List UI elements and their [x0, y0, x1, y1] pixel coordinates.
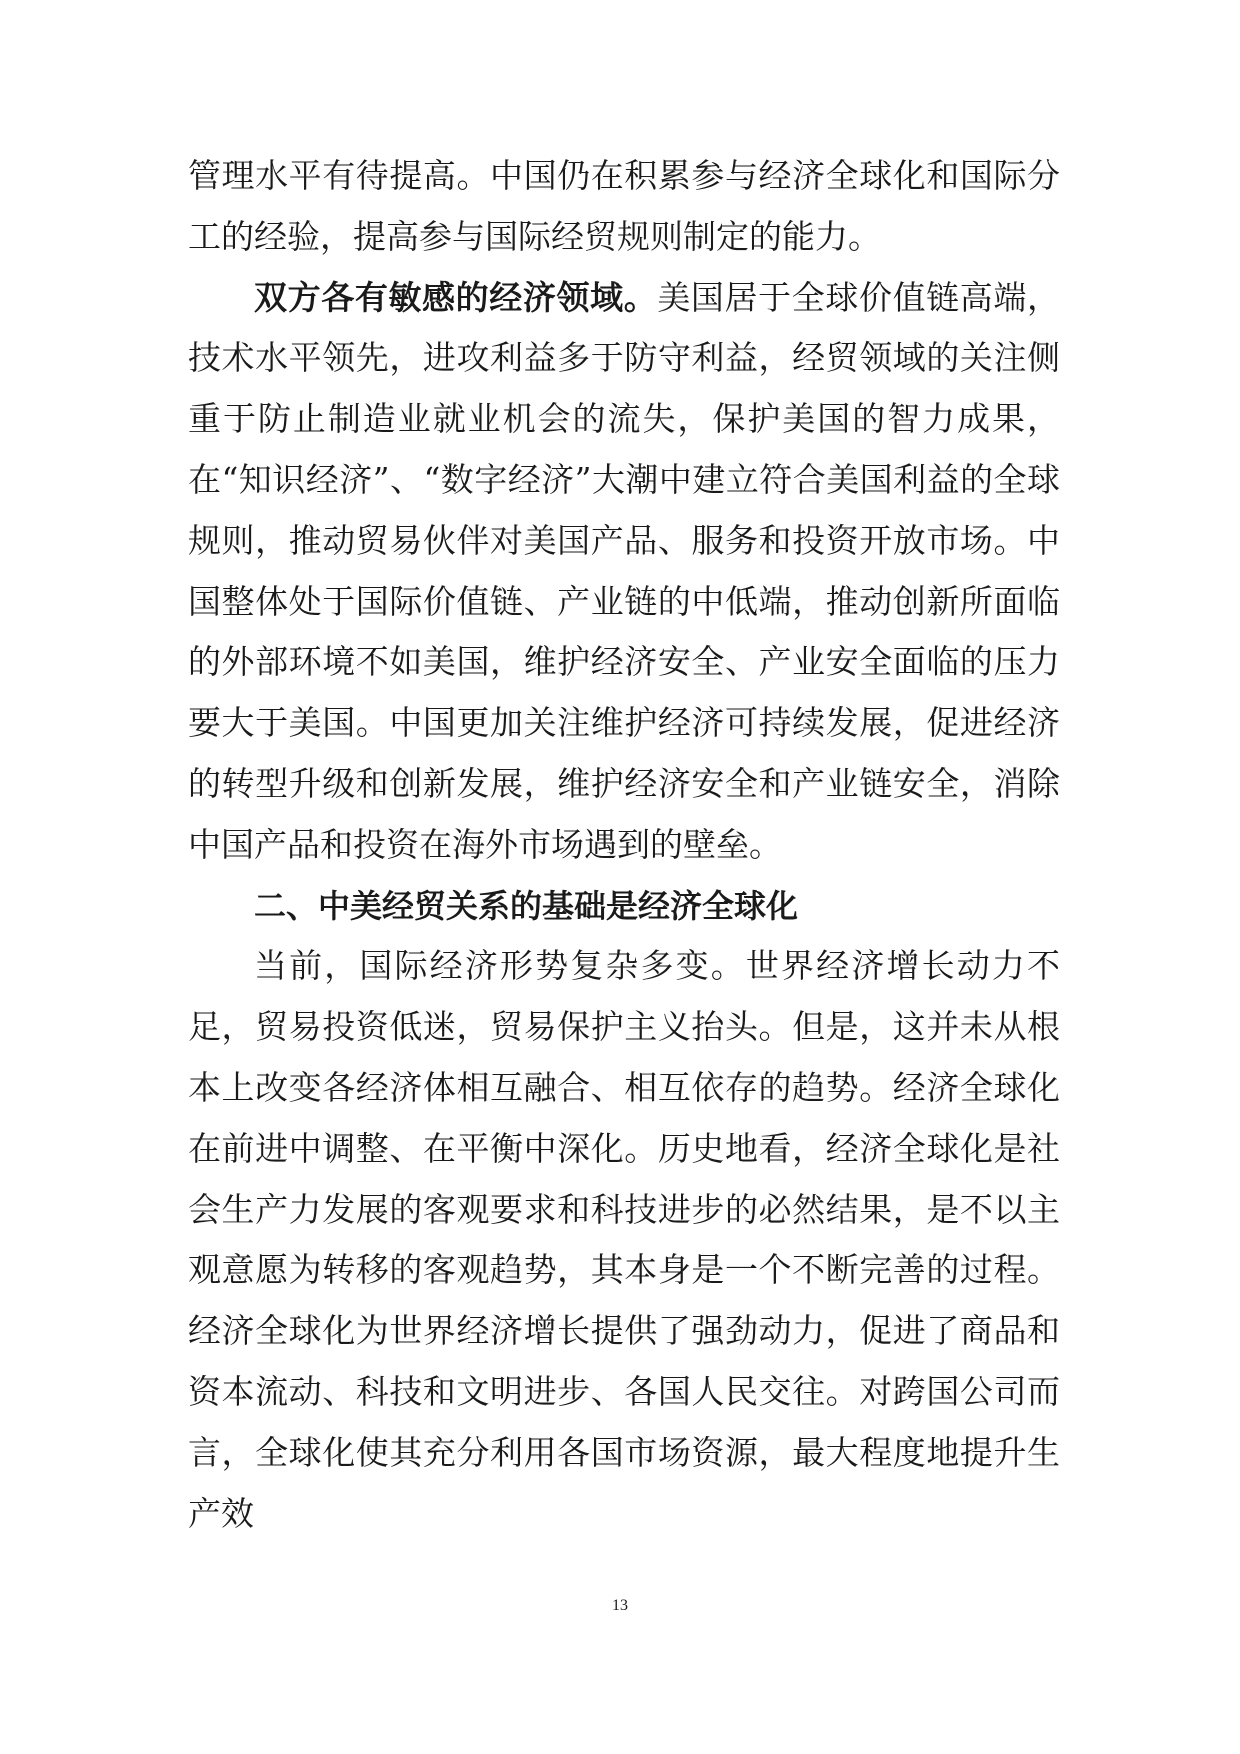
paragraph-body: 美国居于全球价值链高端，技术水平领先，进攻利益多于防守利益，经贸领域的关注侧重于防止制造业就业机会的流失，保护美国的智力成果，在“知识经济”、“数字经济”大潮中建立符合美国利益的全球规则，推动贸易伙伴对美国产品、服务和投资开放市场。中国整体处于国际价值链、产业链的中低端，推动创新所面临的外部环境不如美国，维护经济安全、产业安全面临的压力要大于美国。中国更加关注维护经济可持续发展，促进经济的转型升级和创新发展，维护经济安全和产业链安全，消除中国产品和投资在海外市场遇到的壁垒。: [188, 277, 1061, 864]
page-number: 13: [612, 1597, 628, 1614]
paragraph-globalization: 当前，国际经济形势复杂多变。世界经济增长动力不足，贸易投资低迷，贸易保护主义抬头。但是，这并未从根本上改变各经济体相互融合、相互依存的趋势。经济全球化在前进中调整、在平衡中深化。历史地看，经济全球化是社会生产力发展的客观要求和科技进步的必然结果，是不以主观意愿为转移的客观趋势，其本身是一个不断完善的过程。经济全球化为世界经济增长提供了强劲动力，促进了商品和资本流动、科技和文明进步、各国人民交往。对跨国公司而言，全球化使其充分利用各国市场资源，最大程度地提升生产效: [188, 946, 1060, 1533]
paragraph-continuation: 管理水平有待提高。中国仍在积累参与经济全球化和国际分工的经验，提高参与国际经贸规则制定的能力。: [188, 156, 1060, 256]
body-text: [188, 146, 1060, 1544]
paragraph-lead-bold: 双方各有敏感的经济领域。: [254, 277, 658, 317]
paragraph-sensitive-areas: [188, 268, 1060, 876]
section-heading: 二、中美经贸关系的基础是经济全球化: [254, 886, 799, 925]
